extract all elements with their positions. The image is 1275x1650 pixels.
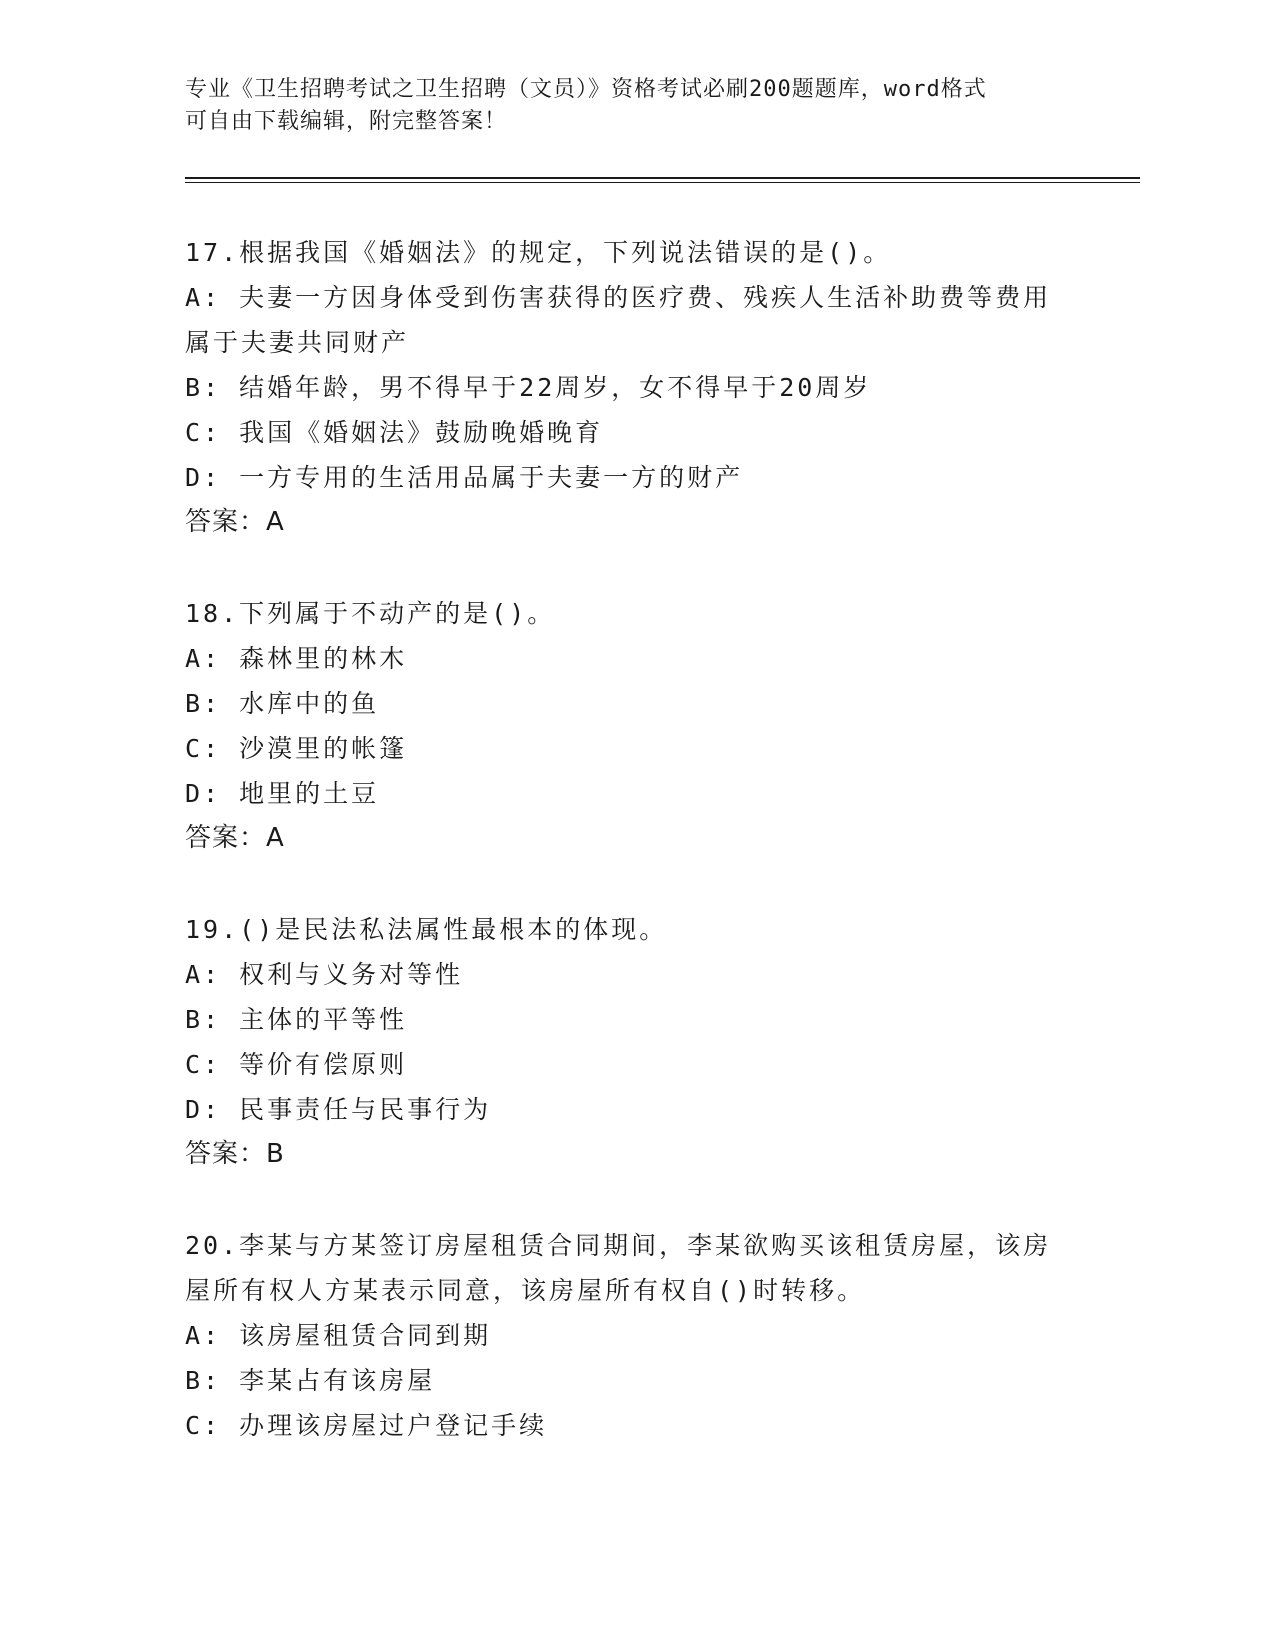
question-stem-line-1: 20.李某与方某签订房屋租赁合同期间，李某欲购买该租赁房屋，该房 [185, 1231, 1052, 1260]
question-list [185, 230, 1085, 1494]
question-stem [185, 1223, 1085, 1313]
option-d: D: 地里的土豆 [185, 779, 380, 808]
option-c: C: 沙漠里的帐篷 [185, 734, 408, 763]
option-b: B: 主体的平等性 [185, 1005, 408, 1034]
header-divider-thick [185, 177, 1140, 179]
option-b: B: 结婚年龄，男不得早于22周岁，女不得早于20周岁 [185, 373, 872, 402]
question-stem: 17.根据我国《婚姻法》的规定，下列说法错误的是()。 [185, 238, 892, 267]
header-title-line-2: 可自由下载编辑，附完整答案！ [185, 109, 508, 134]
header-divider-thin [185, 182, 1140, 183]
option-c: C: 我国《婚姻法》鼓励晚婚晚育 [185, 418, 604, 447]
question-stem-line-2: 屋所有权人方某表示同意，该房屋所有权自()时转移。 [185, 1276, 866, 1305]
option-c: C: 等价有偿原则 [185, 1050, 408, 1079]
option-b: B: 水库中的鱼 [185, 689, 380, 718]
option-d: D: 一方专用的生活用品属于夫妻一方的财产 [185, 463, 744, 492]
question-20 [185, 1223, 1085, 1448]
question-stem: 19.()是民法私法属性最根本的体现。 [185, 915, 668, 944]
option-a-line-1: A: 夫妻一方因身体受到伤害获得的医疗费、残疾人生活补助费等费用 [185, 283, 1052, 312]
option-a: A: 森林里的林木 [185, 644, 408, 673]
answer-label: 答案：B [185, 1139, 285, 1169]
question-19 [185, 907, 1085, 1177]
document-header [185, 74, 1065, 138]
option-a: A: 权利与义务对等性 [185, 960, 464, 989]
option-a: A: 该房屋租赁合同到期 [185, 1321, 492, 1350]
option-b: B: 李某占有该房屋 [185, 1366, 436, 1395]
answer-label: 答案：A [185, 507, 285, 537]
answer-label: 答案：A [185, 823, 285, 853]
question-stem: 18.下列属于不动产的是()。 [185, 599, 556, 628]
option-a [185, 275, 1085, 365]
question-17 [185, 230, 1085, 545]
option-d: D: 民事责任与民事行为 [185, 1095, 492, 1124]
option-c: C: 办理该房屋过户登记手续 [185, 1411, 548, 1440]
header-title-line-1: 专业《卫生招聘考试之卫生招聘（文员）》资格考试必刷200题题库，word格式 [185, 77, 987, 102]
question-18 [185, 591, 1085, 861]
option-a-line-2: 属于夫妻共同财产 [185, 328, 410, 357]
